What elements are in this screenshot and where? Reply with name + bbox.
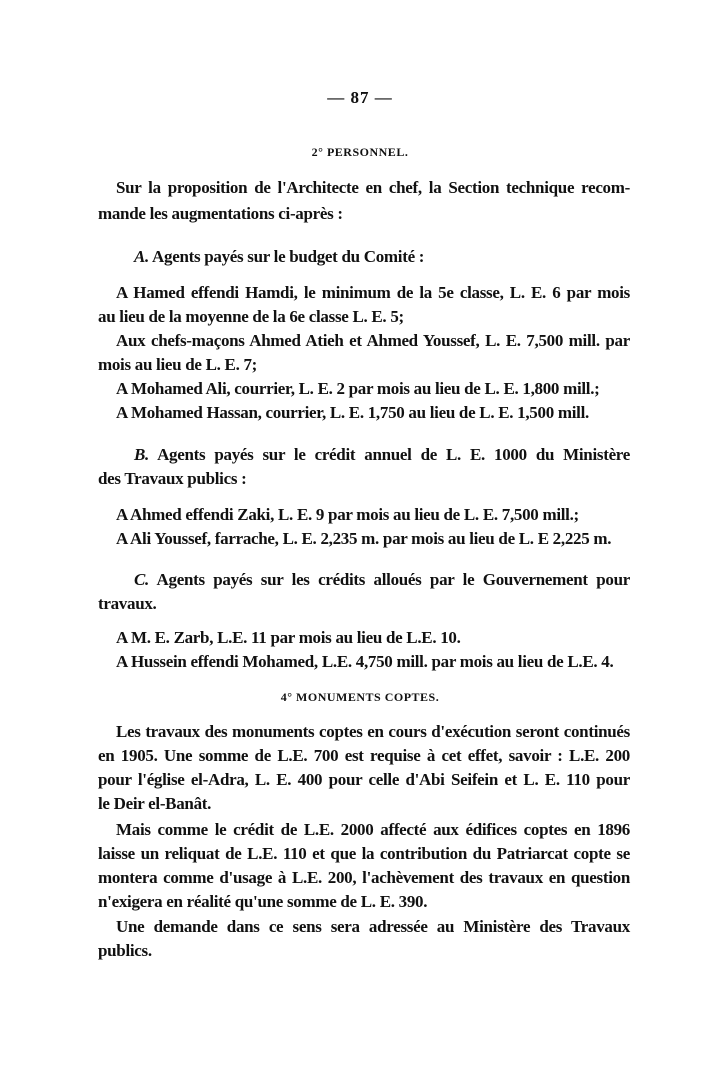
group-a-line-1: A Hamed effendi Hamdi, le minimum de la 5e classe, L. E. 6 par mois bbox=[116, 283, 630, 302]
group-c-title-2: travaux. bbox=[98, 594, 157, 613]
monuments-p2-line-4: n'exigera en réalité qu'une somme de L. E. 390. bbox=[98, 892, 428, 911]
intro-line-1: Sur la proposition de l'Architecte en chef, la Section technique recom- bbox=[116, 178, 630, 197]
monuments-p2-line-2: laisse un reliquat de L.E. 110 et que la contribution du Patriarcat copte se bbox=[98, 844, 630, 863]
group-a-line-2: au lieu de la moyenne de la 6e classe L. E. 5; bbox=[98, 307, 404, 326]
group-c-line-2: A Hussein effendi Mohamed, L.E. 4,750 mill. par mois au lieu de L.E. 4. bbox=[116, 652, 614, 671]
group-b-title-1: Agents payés sur le crédit annuel de L. E. 1000 du Ministère bbox=[157, 445, 630, 464]
group-a-line-3: Aux chefs-maçons Ahmed Atieh et Ahmed Youssef, L. E. 7,500 mill. par bbox=[116, 331, 630, 350]
group-a-line-5: A Mohamed Ali, courrier, L. E. 2 par mois au lieu de L. E. 1,800 mill.; bbox=[116, 379, 600, 398]
intro-line-2: mande les augmentations ci-après : bbox=[98, 204, 343, 223]
page-number: — 87 — bbox=[327, 88, 393, 107]
group-a-heading bbox=[134, 247, 424, 267]
group-c-heading bbox=[134, 570, 630, 590]
monuments-p3-line-1: Une demande dans ce sens sera adressée au Ministère des Travaux bbox=[116, 917, 630, 936]
group-b-letter: B. bbox=[134, 445, 149, 464]
group-c-line-1: A M. E. Zarb, L.E. 11 par mois au lieu de L.E. 10. bbox=[116, 628, 461, 647]
section-heading-monuments: 4° MONUMENTS COPTES. bbox=[280, 690, 440, 704]
group-a-line-4: mois au lieu de L. E. 7; bbox=[98, 355, 258, 374]
group-b-line-1: A Ahmed effendi Zaki, L. E. 9 par mois au lieu de L. E. 7,500 mill.; bbox=[116, 505, 579, 524]
monuments-p3-line-2: publics. bbox=[98, 941, 152, 960]
group-c-title-1: Agents payés sur les crédits alloués par le Gouvernement pour bbox=[156, 570, 630, 589]
monuments-p1-line-3: pour l'église el-Adra, L. E. 400 pour celle d'Abi Seifein et L. E. 110 pour bbox=[98, 770, 630, 789]
group-b-title-2: des Travaux publics : bbox=[98, 469, 247, 488]
monuments-p1-line-1: Les travaux des monuments coptes en cours d'exécution seront continués bbox=[116, 722, 630, 741]
group-b-heading bbox=[134, 445, 630, 465]
monuments-p1-line-2: en 1905. Une somme de L.E. 700 est requise à cet effet, savoir : L.E. 200 bbox=[98, 746, 630, 765]
group-c-letter: C. bbox=[134, 570, 149, 589]
monuments-p2-line-3: montera comme d'usage à L.E. 200, l'achèvement des travaux en question bbox=[98, 868, 630, 887]
group-a-line-6: A Mohamed Hassan, courrier, L. E. 1,750 au lieu de L. E. 1,500 mill. bbox=[116, 403, 589, 422]
monuments-p2-line-1: Mais comme le crédit de L.E. 2000 affecté aux édifices coptes en 1896 bbox=[116, 820, 630, 839]
monuments-p1-line-4: le Deir el-Banât. bbox=[98, 794, 212, 813]
group-b-line-2: A Ali Youssef, farrache, L. E. 2,235 m. par mois au lieu de L. E 2,225 m. bbox=[116, 529, 612, 548]
group-a-title: Agents payés sur le budget du Comité : bbox=[152, 247, 425, 266]
section-heading-personnel: 2° PERSONNEL. bbox=[311, 145, 409, 159]
group-a-letter: A. bbox=[134, 247, 149, 266]
